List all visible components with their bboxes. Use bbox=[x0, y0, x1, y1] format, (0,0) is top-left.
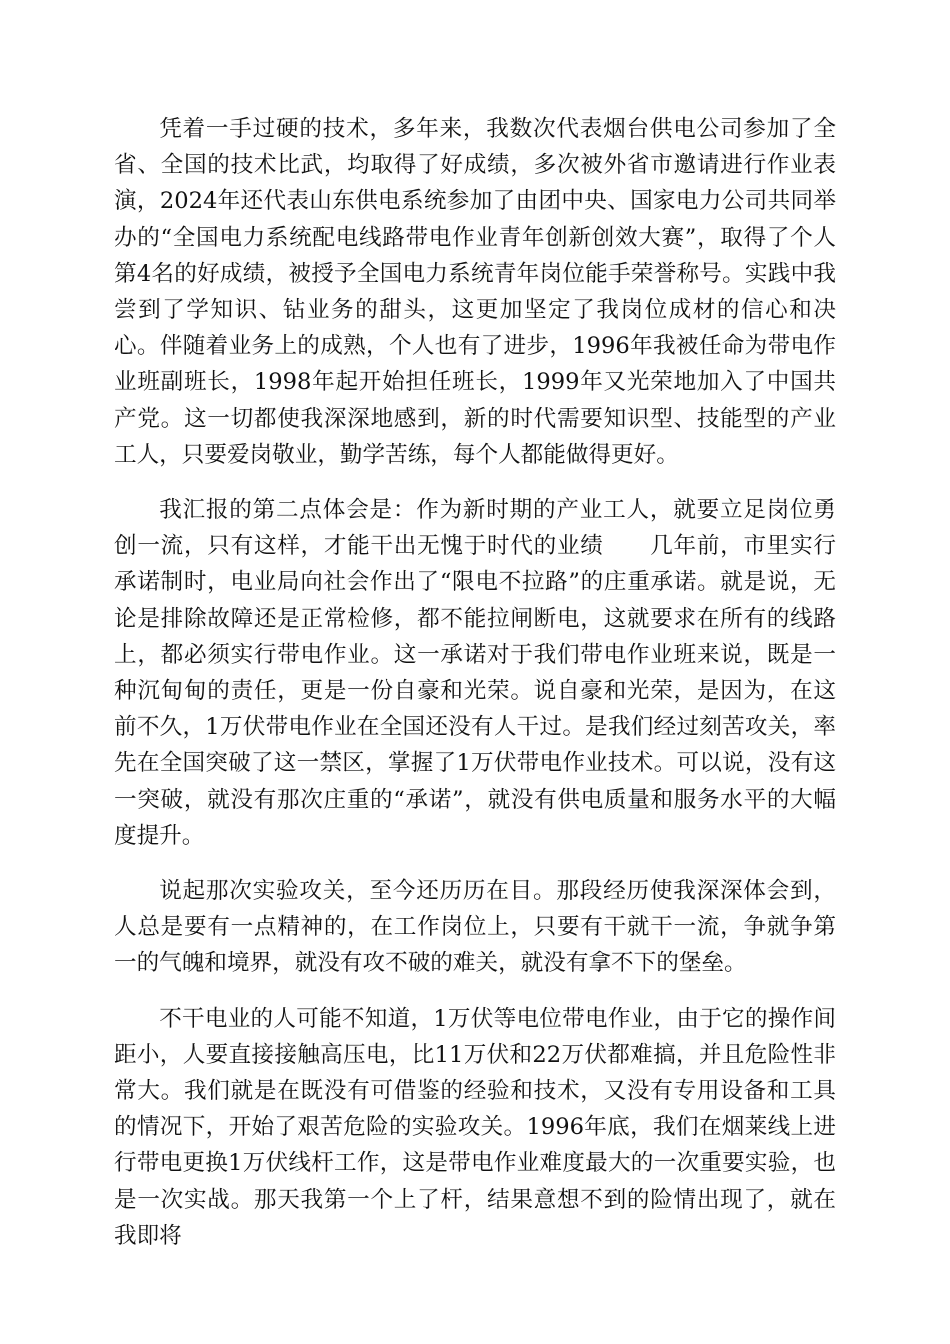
paragraph-4: 不干电业的人可能不知道，1万伏等电位带电作业，由于它的操作间距小，人要直接接触高压电，比11万伏和22万伏都难搞，并且危险性非常大。我们就是在既没有可借鉴的经验和技术，又没有专用设备和工具的情况下，开始了艰苦危险的实验攻关。1996年底，我们在烟莱线上进行带电更换1万伏线杆工作，这是带电作业难度最大的一次重要实验，也是一次实战。那天我第一个上了杆，结果意想不到的险情出现了，就在我即将 bbox=[114, 1005, 836, 1249]
paragraph-1: 凭着一手过硬的技术，多年来，我数次代表烟台供电公司参加了全省、全国的技术比武，均取得了好成绩，多次被外省市邀请进行作业表演，2024年还代表山东供电系统参加了由团中央、国家电力公司共同举办的“全国电力系统配电线路带电作业青年创新创效大赛”，取得了个人第4名的好成绩，被授予全国电力系统青年岗位能手荣誉称号。实践中我尝到了学知识、钻业务的甜头，这更加坚定了我岗位成材的信心和决心。伴随着业务上的成熟，个人也有了进步，1996年我被任命为带电作业班副班长，1998年起开始担任班长，1999年又光荣地加入了中国共产党。这一切都使我深深地感到，新的时代需要知识型、技能型的产业工人，只要爱岗敬业，勤学苦练，每个人都能做得更好。 bbox=[114, 116, 836, 468]
document-body bbox=[114, 111, 836, 1254]
paragraph-3: 说起那次实验攻关，至今还历历在目。那段经历使我深深体会到，人总是要有一点精神的，在工作岗位上，只要有干就干一流，争就争第一的气魄和境界，就没有攻不破的难关，就没有拿不下的堡垒。 bbox=[114, 878, 836, 977]
paragraph-2: 我汇报的第二点体会是：作为新时期的产业工人，就要立足岗位勇创一流，只有这样，才能干出无愧于时代的业绩 几年前，市里实行承诺制时，电业局向社会作出了“限电不拉路”的庄重承诺。就是说，无论是排除故障还是正常检修，都不能拉闸断电，这就要求在所有的线路上，都必须实行带电作业。这一承诺对于我们带电作业班来说，既是一种沉甸甸的责任，更是一份自豪和光荣。说自豪和光荣，是因为，在这前不久，1万伏带电作业在全国还没有人干过。是我们经过刻苦攻关，率先在全国突破了这一禁区，掌握了1万伏带电作业技术。可以说，没有这一突破，就没有那次庄重的“承诺”，就没有供电质量和服务水平的大幅度提升。 bbox=[114, 497, 836, 849]
